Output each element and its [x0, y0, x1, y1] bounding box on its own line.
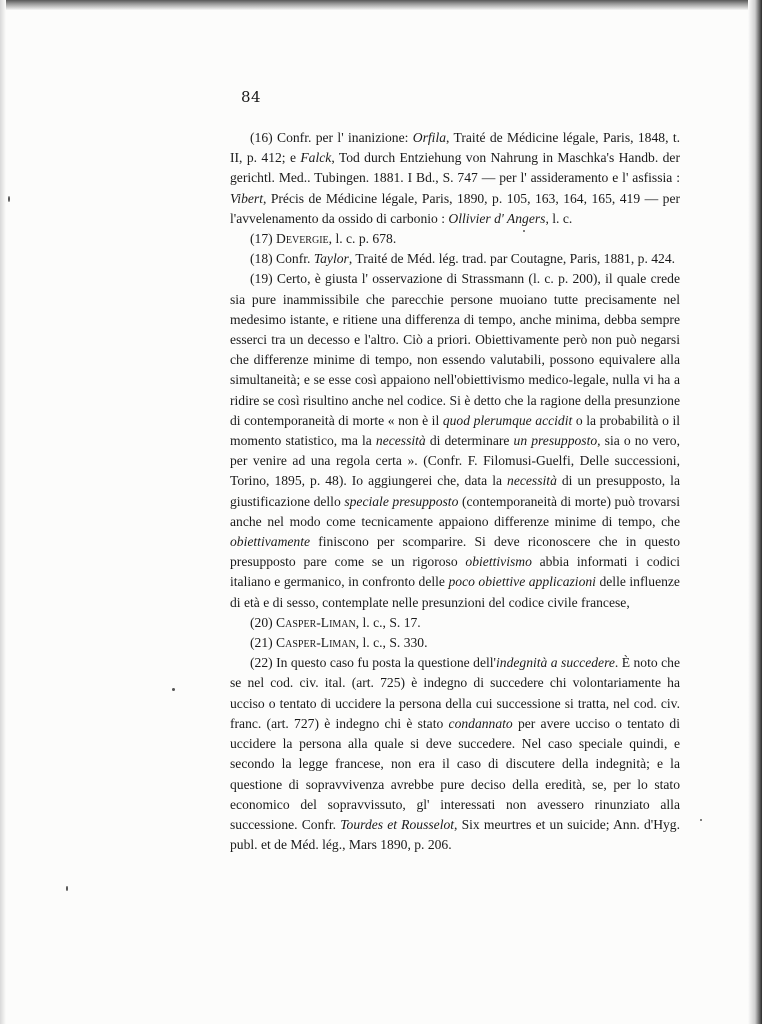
note-text: (21)	[250, 635, 277, 651]
italic-text: obiettivismo	[465, 554, 532, 570]
note-text: , sia o no vero, per venire ad una regola certa ». (Confr. F. Filomusi-Guelfi, Delle successioni, Torino, 1895, p. 48). Io aggiungerei che, data la	[230, 433, 680, 489]
scan-speck	[700, 819, 702, 821]
italic-text: Falck	[300, 150, 332, 166]
note-text: , l. c.	[545, 210, 573, 226]
footnote-19	[230, 269, 680, 612]
italic-text: Tourdes et Rousselot	[340, 816, 455, 832]
italic-text: poco obiettive applicazioni	[448, 574, 596, 590]
note-text: , Traité de Médicine légale, Paris, 1848, t. II, p. 412; e	[230, 130, 681, 166]
note-text: (18) Confr.	[250, 251, 314, 267]
scan-speck	[66, 886, 68, 891]
footnotes-block	[230, 128, 680, 855]
footnote-22	[230, 653, 680, 855]
scan-speck	[172, 688, 175, 691]
note-text: , Six meurtres et un suicide; Ann. d'Hyg. publ. et de Méd. lég., Mars 1890, p. 206.	[230, 816, 681, 853]
note-text: di determinare	[425, 433, 514, 449]
footnote-16	[230, 128, 680, 229]
note-text: , l. c., S. 17.	[355, 614, 421, 630]
author-name: Devergie	[276, 231, 329, 247]
note-text: , Tod durch Entziehung von Nahrung in Maschka's Handb. der gerichtl. Med.. Tubingen. 1881. I Bd., S. 747 — per l' assideramento e l' asfissia :	[230, 150, 680, 186]
footnote-17	[230, 229, 680, 249]
note-text: o la probabilità o il momento statistico, ma la	[230, 412, 680, 449]
note-text: (16) Confr. per l' inanizione:	[250, 130, 413, 145]
note-text: per avere ucciso o tentato di uccidere la persona alla quale si deve succedere. Nel caso speciale quindi, e secondo la legge francese, non era il caso di discutere della indegnità; e la questione di sopravvivenza avrebbe pure deciso della eredità, se, per lo stato economico del sopravvissuto, gl' interessati non avessero rinunziato alla successione. Confr.	[230, 715, 681, 832]
italic-text: speciale presupposto	[344, 493, 459, 509]
note-text: , l. c., S. 330.	[355, 635, 428, 651]
italic-text: Vibert	[230, 190, 263, 206]
note-text: , Précis de Médicine légale, Paris, 1890, p. 105, 163, 164, 165, 419 — per l'avvelenamento da ossido di carbonio :	[230, 190, 680, 226]
note-text: (20)	[250, 614, 277, 630]
note-text: (19) Certo, è giusta l' osservazione di Strassmann (l. c. p. 200), il quale crede sia pure inammissibile che parecchie persone muoiano tutte precisamente nel medesimo istante, e ritiene una differenza di tempo, anche minima, debba sempre esserci tra un decesso e l'altro. Ciò a priori. Obiettivamente però non può negarsi che differenze minime di tempo, non essendo valutabili, possono equivalere alla simultaneità; e se esse così appaiono nell'obiettivismo medico-legale, nulla vi ha a ridire se così risultino anche nel codice. Si è detto che la ragione della presunzione di contemporaneità di morte « non è il	[230, 271, 680, 428]
italic-text: necessità	[375, 433, 426, 449]
scan-speck	[8, 196, 10, 202]
note-text: , l. c. p. 678.	[328, 231, 397, 247]
italic-text: quod plerumque accidit	[442, 412, 573, 428]
italic-text: condannato	[448, 715, 513, 731]
note-text: finiscono per scomparire. Si deve riconoscere che in questo presupposto pare come se un rigoroso	[230, 534, 680, 570]
scan-right-edge	[748, 0, 762, 1024]
scan-speck	[523, 230, 525, 232]
note-text: . È noto che se nel cod. civ. ital. (art. 725) è indegno di succedere chi volontariamente ha ucciso o tentato di uccidere la persona della cui successione si tratta, nel cod. civ. franc. (art. 727) è indegno chi è stato	[230, 655, 680, 731]
footnote-21	[230, 633, 680, 653]
scan-top-edge	[0, 0, 762, 10]
italic-text: obiettivamente	[230, 534, 311, 550]
italic-text: Taylor	[313, 251, 349, 267]
footnote-18	[230, 249, 680, 269]
footnote-20	[230, 613, 680, 633]
italic-text: Ollivier d' Angers	[448, 210, 546, 226]
italic-text: indegnità a succedere	[496, 655, 615, 671]
note-text: delle influenze di età e di sesso, contemplate nelle presunzioni del codice civile francese,	[230, 574, 680, 610]
author-name: Casper-Liman	[276, 614, 356, 630]
author-name: Casper-Liman	[276, 635, 356, 651]
note-text: di un presupposto, la giustificazione dello	[230, 473, 680, 509]
note-text: (22) In questo caso fu posta la questione dell'	[250, 655, 496, 671]
note-text: (17)	[250, 231, 277, 247]
note-text: (contemporaneità di morte) può trovarsi anche nel modo come tecnicamente appaiono differenze minime di tempo, che	[230, 493, 680, 529]
page-number: 84	[241, 88, 262, 106]
scan-left-edge	[0, 0, 6, 1024]
italic-text: un presupposto	[513, 433, 598, 449]
note-text: abbia informati i codici italiano e germanico, in confronto delle	[230, 554, 680, 590]
note-text: , Traité de Méd. lég. trad. par Coutagne, Paris, 1881, p. 424.	[348, 251, 676, 267]
italic-text: necessità	[507, 473, 557, 489]
italic-text: Orfila	[412, 130, 447, 145]
